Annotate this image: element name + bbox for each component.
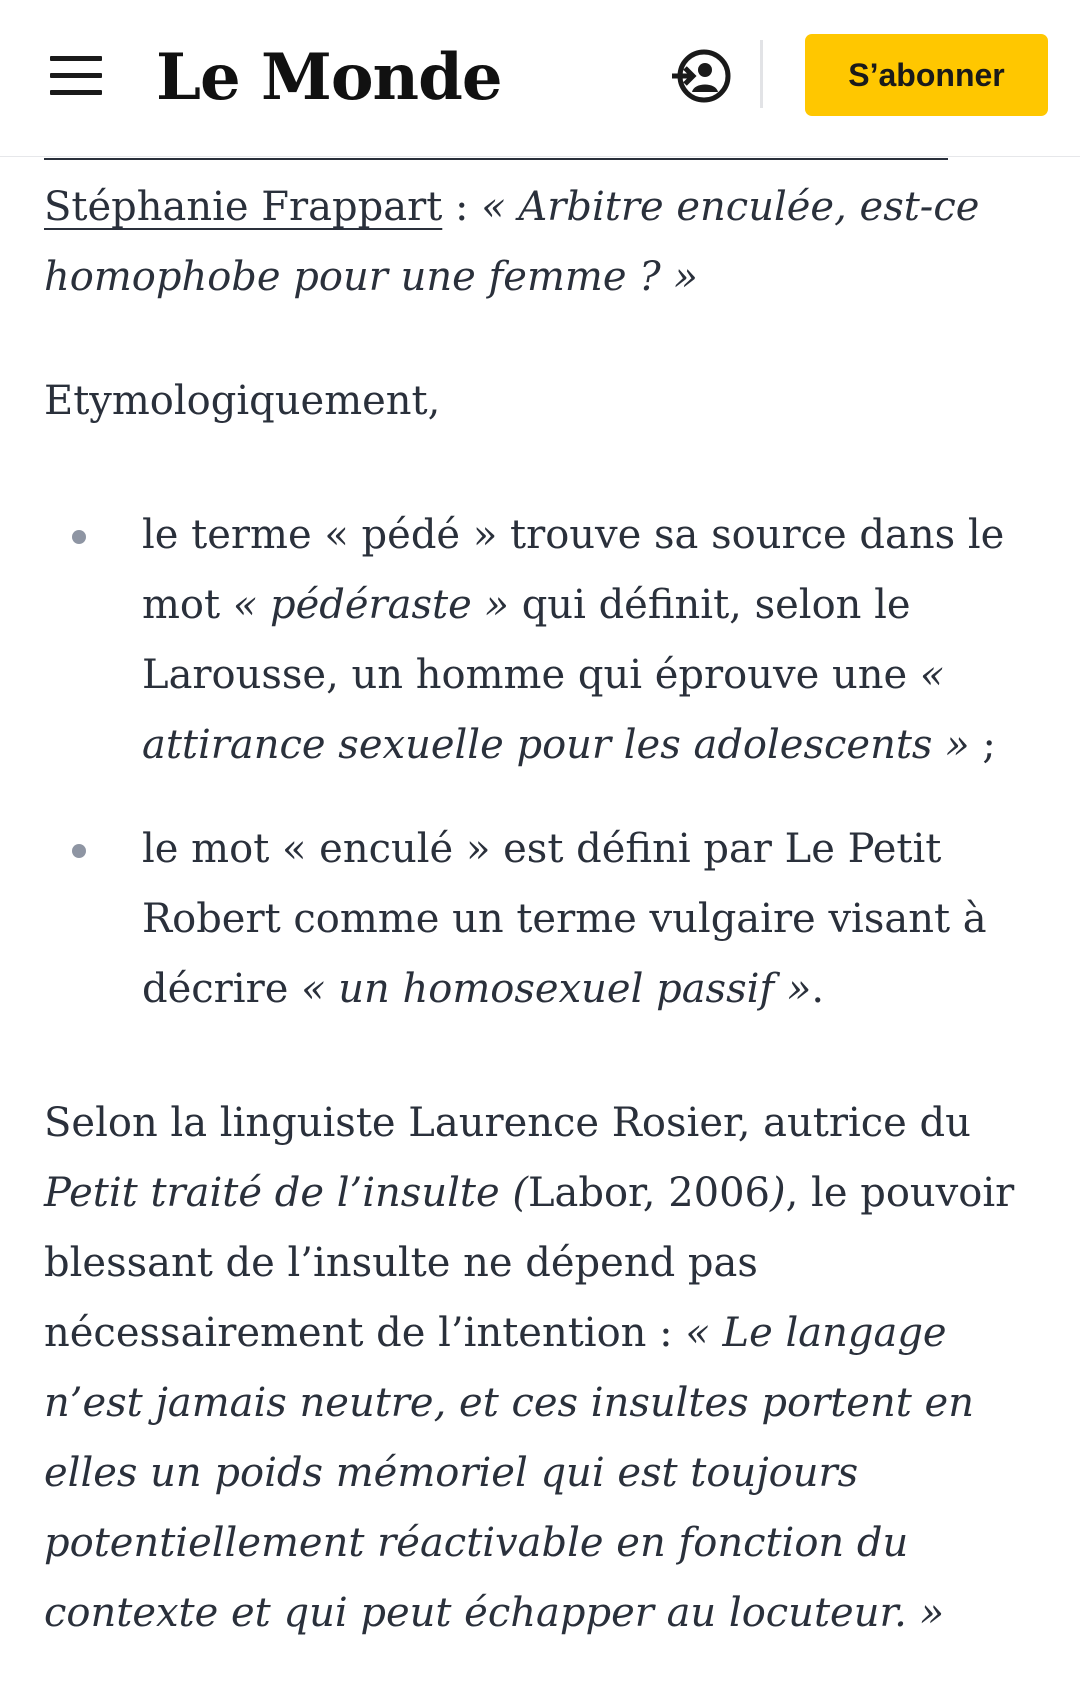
book-publisher: Labor, 2006 — [527, 1170, 771, 1216]
hamburger-menu-icon[interactable] — [50, 56, 102, 96]
bullet-dot-icon — [72, 844, 86, 858]
header-divider — [760, 40, 763, 108]
list-item: le mot « enculé » est défini par Le Petit Robert comme un terme vulgaire visant à décrire « un homosexuel passif ». — [44, 814, 1034, 1024]
book-title: Petit traité de l’insulte ( — [44, 1170, 528, 1216]
etymology-intro: Etymologiquement, — [44, 378, 441, 424]
intro-paragraph — [44, 172, 1024, 312]
le-monde-logo[interactable]: Le Monde — [156, 40, 502, 115]
intro-quote: « Arbitre enculée, est-ce homophobe pour une femme ? » — [44, 184, 980, 300]
rosier-quote: « Le langage n’est jamais neutre, et ces insultes portent en elles un poids mémoriel qui est toujours potentiellement réactivable en fonction du contexte et qui peut échapper au locuteur. » — [44, 1310, 974, 1636]
subscribe-button[interactable]: S’abonner — [805, 34, 1048, 116]
site-header — [0, 0, 1080, 157]
previous-link-underline — [44, 158, 948, 160]
etymology-list — [44, 500, 1034, 1024]
stephanie-frappart-link[interactable]: Stéphanie Frappart — [44, 184, 443, 230]
linguist-paragraph: Selon la linguiste Laurence Rosier, autrice du Petit traité de l’insulte (Labor, 2006), le pouvoir blessant de l’insulte ne dépend pas nécessairement de l’intention : « Le langage n’est jamais neutre, et ces insultes portent en elles un poids mémoriel qui est toujours potentiellement réactivable en fonction du contexte et qui peut échapper au locuteur. » — [44, 1100, 1015, 1636]
list-item: le terme « pédé » trouve sa source dans le mot « pédéraste » qui définit, selon le Larousse, un homme qui éprouve une « attirance sexuelle pour les adolescents » ; — [44, 500, 1034, 780]
login-user-icon[interactable] — [670, 48, 732, 104]
intro-colon: : — [442, 184, 482, 230]
bullet-dot-icon — [72, 530, 86, 544]
